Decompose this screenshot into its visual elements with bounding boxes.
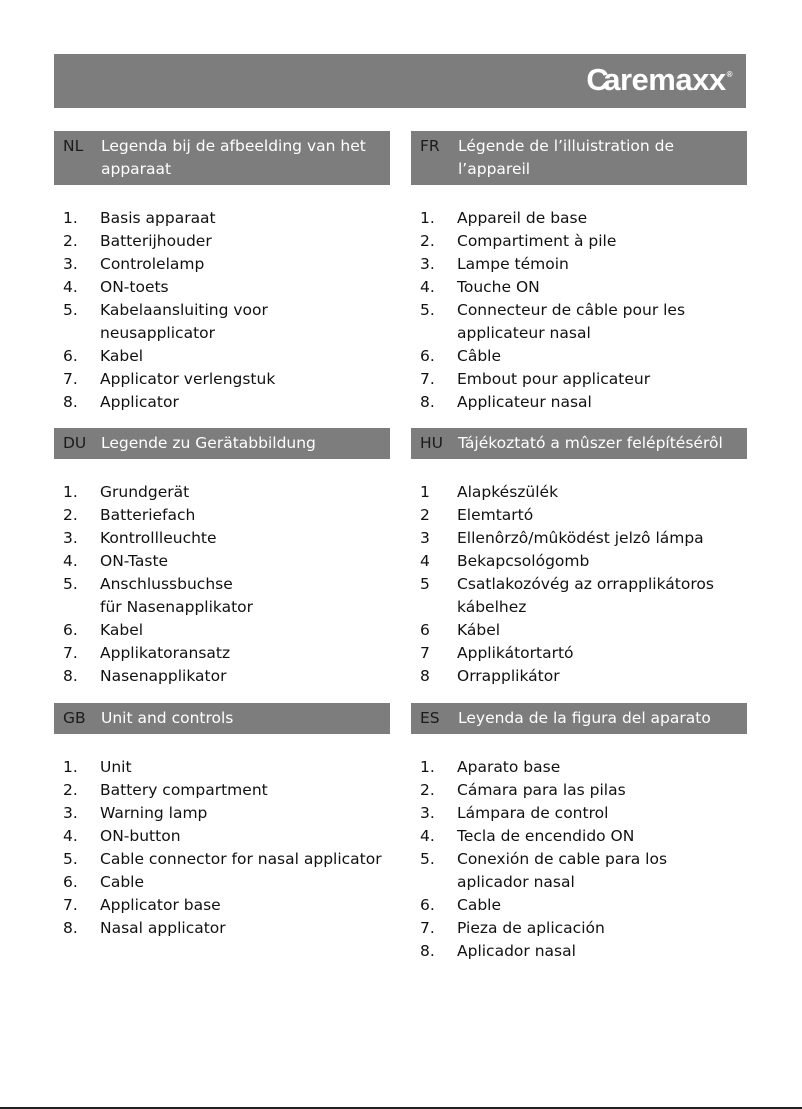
item-text: Applicator [100,393,179,411]
item-text: Grundgerät [100,483,190,501]
item-text: Kabelaansluiting voor neusapplicator [100,301,268,342]
section-es [411,703,747,963]
list-item [411,253,747,276]
item-number: 3 [420,529,430,547]
item-number: 7. [420,370,435,388]
item-number: 4 [420,552,430,570]
legend-list [411,481,747,688]
list-item [411,481,747,504]
item-text: Applikátortartó [457,644,574,662]
section-du [54,428,390,688]
item-text: ON-button [100,827,181,845]
list-item [54,848,390,871]
item-number: 7. [63,370,78,388]
list-item [411,917,747,940]
item-number: 3. [63,529,78,547]
list-item [54,253,390,276]
item-text: Cámara para las pilas [457,781,626,799]
item-number: 1. [420,758,435,776]
list-item [54,642,390,665]
list-item [411,573,747,619]
item-number: 4. [420,827,435,845]
list-item [411,940,747,963]
list-item [411,527,747,550]
section-title: Leyenda de la figura del aparato [458,709,711,727]
section-header [411,703,747,734]
item-number: 6. [63,347,78,365]
section-gb [54,703,390,940]
section-header [411,131,747,185]
item-number: 5. [420,301,435,319]
list-item [54,391,390,414]
list-item [411,894,747,917]
item-text: Compartiment à pile [457,232,617,250]
list-item [411,276,747,299]
item-number: 8 [420,667,430,685]
item-text: Cable connector for nasal applicator [100,850,382,868]
item-number: 7. [420,919,435,937]
list-item [411,504,747,527]
list-item [54,894,390,917]
item-number: 2. [63,781,78,799]
language-code: GB [63,709,86,727]
item-text: Alapkészülék [457,483,559,501]
item-number: 2. [63,506,78,524]
item-text: Cable [457,896,502,914]
item-text: Elemtartó [457,506,534,524]
item-text: Orrapplikátor [457,667,560,685]
item-text: Battery compartment [100,781,268,799]
section-title: Tájékoztató a mûszer felépítésérôl [458,434,723,452]
list-item [411,345,747,368]
section-header [54,428,390,459]
list-item [411,619,747,642]
list-item [411,207,747,230]
item-text: Nasal applicator [100,919,226,937]
item-number: 2. [420,232,435,250]
section-header [54,131,390,185]
list-item [54,527,390,550]
item-text: Conexión de cable para los aplicador nasal [457,850,668,891]
list-item [54,871,390,894]
list-item [54,368,390,391]
list-item [411,391,747,414]
section-title: Legenda bij de afbeelding van het apparaat [101,137,366,178]
item-text: Batterijhouder [100,232,212,250]
list-item [54,550,390,573]
list-item [411,802,747,825]
item-text: Connecteur de câble pour les applicateur nasal [457,301,686,342]
list-item [54,825,390,848]
item-number: 7. [63,644,78,662]
list-item [54,779,390,802]
item-text: Unit [100,758,132,776]
item-text: Ellenôrzô/mûködést jelzô lámpa [457,529,704,547]
item-text: Touche ON [457,278,540,296]
item-text: ON-toets [100,278,169,296]
language-code: HU [420,434,444,452]
item-number: 5. [63,575,78,593]
list-item [411,368,747,391]
language-code: FR [420,137,440,155]
item-text: Basis apparaat [100,209,216,227]
item-number: 3. [420,804,435,822]
item-number: 6. [420,896,435,914]
item-number: 3. [420,255,435,273]
legend-list [411,207,747,414]
item-number: 4. [63,552,78,570]
item-text: Bekapcsológomb [457,552,590,570]
section-title: Légende de l’illuistration de l’appareil [458,137,675,178]
item-text: Tecla de encendido ON [457,827,635,845]
item-number: 6. [63,873,78,891]
item-number: 2. [63,232,78,250]
item-text: Batteriefach [100,506,196,524]
legend-list [54,481,390,688]
header-bar [54,54,746,108]
language-code: ES [420,709,440,727]
item-text: Lampe témoin [457,255,569,273]
item-number: 7. [63,896,78,914]
item-text: Applikatoransatz [100,644,231,662]
item-text: Kontrollleuchte [100,529,217,547]
language-code: NL [63,137,84,155]
list-item [54,207,390,230]
item-number: 8. [63,667,78,685]
item-text: Controlelamp [100,255,205,273]
list-item [54,756,390,779]
item-number: 1. [63,209,78,227]
item-number: 6 [420,621,430,639]
logo-trademark: ® [726,70,732,79]
list-item [54,504,390,527]
item-number: 4. [63,827,78,845]
item-number: 8. [420,393,435,411]
item-text: Warning lamp [100,804,208,822]
language-code: DU [63,434,87,452]
list-item [54,481,390,504]
list-item [54,917,390,940]
logo-wordmark: aremaxx [603,62,726,97]
item-text: Lámpara de control [457,804,609,822]
list-item [411,779,747,802]
item-text: Kabel [100,347,144,365]
list-item [411,825,747,848]
list-item [411,665,747,688]
list-item [54,802,390,825]
item-text: Anschlussbuchse für Nasenapplikator [100,575,254,616]
list-item [411,230,747,253]
caremaxx-logo [586,60,732,100]
item-text: Câble [457,347,502,365]
list-item [54,276,390,299]
legend-list [411,756,747,963]
item-number: 8. [63,919,78,937]
item-number: 1. [63,483,78,501]
list-item [411,756,747,779]
item-text: Kábel [457,621,501,639]
list-item [54,299,390,345]
legend-list [54,756,390,940]
item-number: 4. [63,278,78,296]
legend-list [54,207,390,414]
item-text: Applicateur nasal [457,393,592,411]
item-text: Appareil de base [457,209,588,227]
item-number: 3. [63,804,78,822]
item-text: Cable [100,873,145,891]
item-text: Pieza de aplicación [457,919,605,937]
section-nl [54,131,390,414]
item-text: Csatlakozóvég az orrapplikátoros kábelhez [457,575,714,616]
section-hu [411,428,747,688]
item-number: 3. [63,255,78,273]
item-number: 8. [63,393,78,411]
list-item [54,665,390,688]
item-text: Applicator verlengstuk [100,370,276,388]
item-number: 8. [420,942,435,960]
item-text: Nasenapplikator [100,667,227,685]
item-text: ON-Taste [100,552,169,570]
item-number: 6. [420,347,435,365]
item-number: 1 [420,483,430,501]
list-item [411,848,747,894]
item-number: 6. [63,621,78,639]
item-number: 5. [63,850,78,868]
list-item [54,230,390,253]
list-item [54,345,390,368]
logo-initial: C [586,62,609,97]
item-number: 2. [420,781,435,799]
section-header [411,428,747,459]
item-text: Aplicador nasal [457,942,576,960]
list-item [411,550,747,573]
item-number: 4. [420,278,435,296]
section-header [54,703,390,734]
item-number: 5 [420,575,430,593]
list-item [54,619,390,642]
item-number: 1. [420,209,435,227]
item-number: 5. [420,850,435,868]
list-item [54,573,390,619]
section-title: Unit and controls [101,709,234,727]
item-number: 1. [63,758,78,776]
section-fr [411,131,747,414]
item-text: Aparato base [457,758,561,776]
item-number: 7 [420,644,430,662]
section-title: Legende zu Gerätabbildung [101,434,316,452]
list-item [411,299,747,345]
item-text: Embout pour applicateur [457,370,651,388]
item-text: Applicator base [100,896,221,914]
list-item [411,642,747,665]
item-number: 2 [420,506,430,524]
item-text: Kabel [100,621,144,639]
item-number: 5. [63,301,78,319]
